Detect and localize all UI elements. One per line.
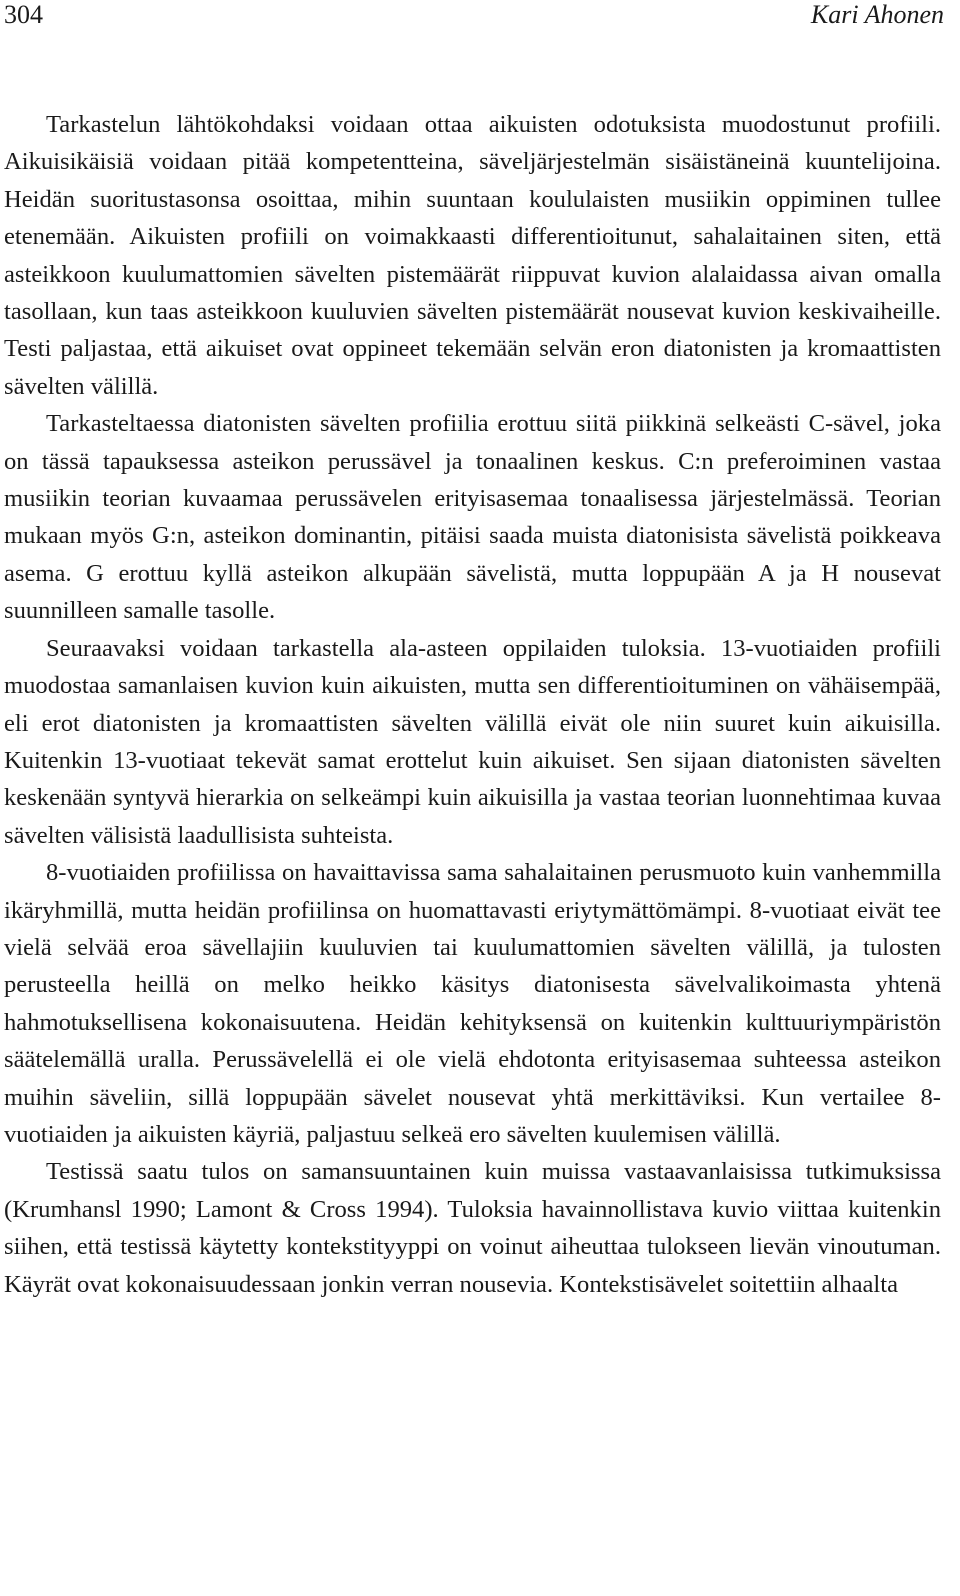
page-header xyxy=(4,0,944,34)
paragraph: Seuraavaksi voidaan tarkastella ala-asteen oppilaiden tuloksia. 13-vuotiaiden profiili muodostaa samanlaisen kuvion kuin aikuisten, mutta sen differentioituminen on vähäisempää, eli erot diatonisten ja kromaattisten sävelten välillä eivät ole niin suuret kuin aikuisilla. Kuitenkin 13-vuotiaat tekevät samat erottelut kuin aikuiset. Sen sijaan diatonisten sävelten keskenään syntyvä hierarkia on selkeämpi kuin aikuisilla ja vastaa teorian luonnehtimaa kuvaa sävelten välisistä laadullisista suhteista. xyxy=(4,634,941,849)
paragraph: Tarkastelun lähtökohdaksi voidaan ottaa aikuisten odotuksista muodostunut profiili. Aikuisikäisiä voidaan pitää kompetentteina, säveljärjestelmän sisäistäneinä kuuntelijoina. Heidän suoritustasonsa osoittaa, mihin suuntaan koululaisten musiikin oppiminen tullee etenemään. Aikuisten profiili on voimakkaasti differentioitunut, sahalaitainen siten, että asteikkoon kuulumattomien sävelten pistemäärät riippuvat kuvion alalaidassa aivan omalla tasollaan, kun taas asteikkoon kuuluvien sävelten pistemäärät nousevat kuvion keskivaiheille. Testi paljastaa, että aikuiset ovat oppineet tekemään selvän eron diatonisten ja kromaattisten sävelten välillä. xyxy=(4,111,941,400)
paragraph: Tarkasteltaessa diatonisten sävelten profiilia erottuu siitä piikkinä selkeästi C-sävel, joka on tässä tapauksessa asteikon perussävel ja tonaalinen keskus. C:n preferoiminen vastaa musiikin teorian kuvaamaa perussävelen erityisasemaa tonaalisessa järjestelmässä. Teorian mukaan myös G:n, asteikon dominantin, pitäisi saada muista diatonisista sävelistä poikkeava asema. G erottuu kyllä asteikon alkupään sävelistä, mutta loppupään A ja H nousevat suunnilleen samalle tasolle. xyxy=(4,410,941,625)
page-number: 304 xyxy=(4,0,43,29)
running-head-author: Kari Ahonen xyxy=(810,0,944,29)
paragraph: 8-vuotiaiden profiilissa on havaittavissa sama sahalaitainen perusmuoto kuin vanhemmilla ikäryhmillä, mutta heidän profiilinsa on huomattavasti eriytymättömämpi. 8-vuotiaat eivät tee vielä selvää eroa sävellajiin kuuluvien tai kuulumattomien sävelten välillä, ja tulosten perusteella heillä on melko heikko käsitys diatonisesta sävelvalikoimasta yhtenä hahmotuksellisena kokonaisuutena. Heidän kehityksensä on kuitenkin kulttuuriympäristön säätelemällä uralla. Perussävelellä ei ole vielä ehdotonta erityisasemaa suhteessa asteikon muihin säveliin, sillä loppupään sävelet nousevat yhtä merkittäviksi. Kun vertailee 8-vuotiaiden ja aikuisten käyriä, paljastuu selkeä ero sävelten kuulemisen välillä. xyxy=(4,859,941,1148)
paragraph: Testissä saatu tulos on samansuuntainen kuin muissa vastaavanlaisissa tutkimuksissa (Krumhansl 1990; Lamont & Cross 1994). Tuloksia havainnollistava kuvio viittaa kuitenkin siihen, että testissä käytetty kontekstityyppi on voinut aiheuttaa tulokseen lievän vinoutuman. Käyrät ovat kokonaisuudessaan jonkin verran nousevia. Kontekstisävelet soitettiin alhaalta xyxy=(4,1158,941,1298)
body-text xyxy=(4,106,941,1303)
